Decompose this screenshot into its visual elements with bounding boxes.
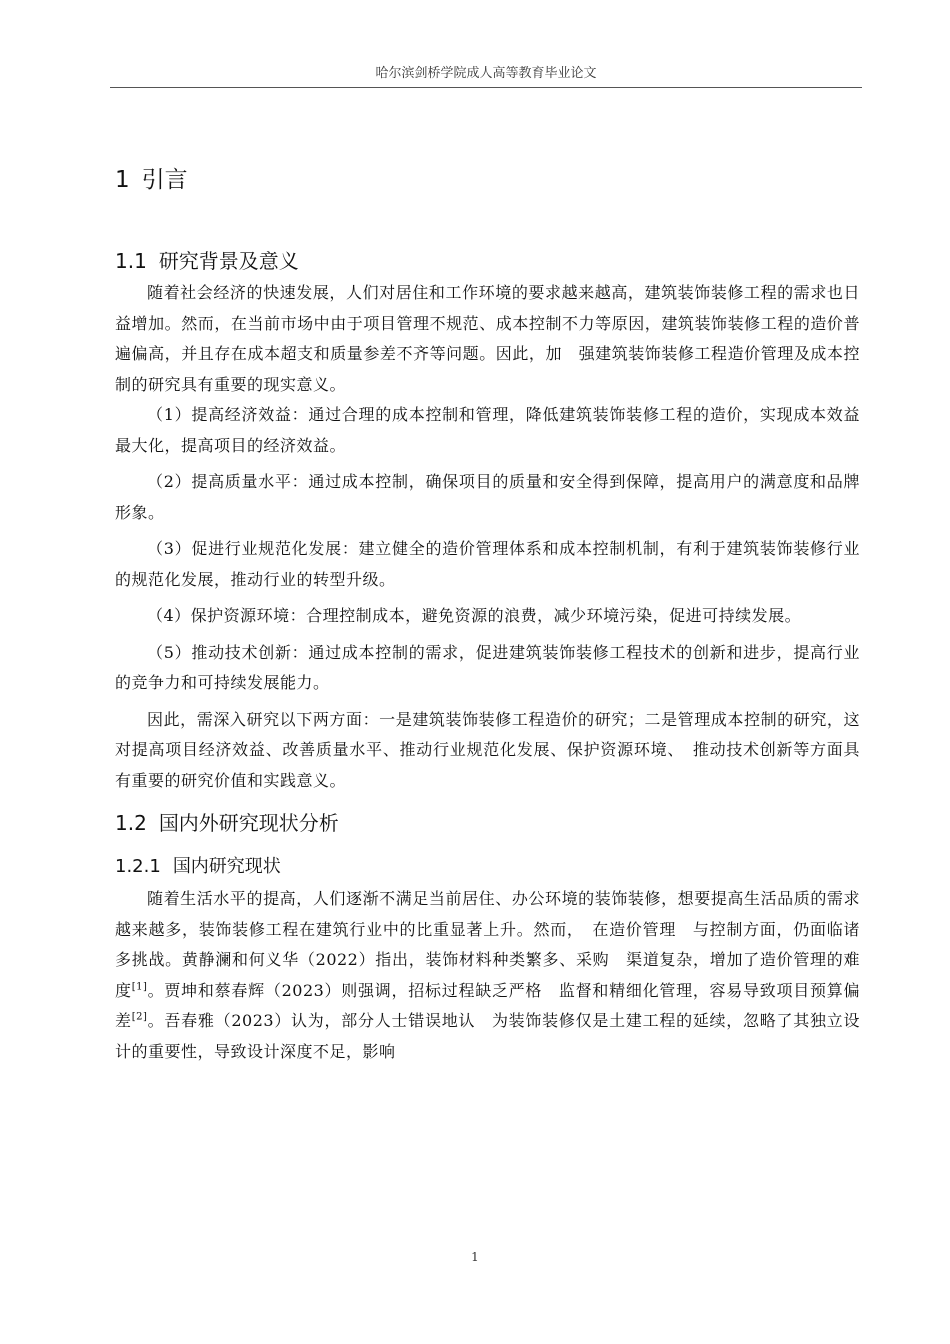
section-title: 国内外研究现状分析 xyxy=(158,811,339,835)
subsection-heading-1-2-1 xyxy=(115,850,860,884)
point-5: （5）推动技术创新：通过成本控制的需求，促进建筑装饰装修工程技术的创新和进步，提高行业的竞争力和可持续发展能力。 xyxy=(115,642,860,692)
chapter-number: 1 xyxy=(115,167,130,193)
document-body xyxy=(115,160,860,1067)
paragraph-conclusion: 因此，需深入研究以下两方面：一是建筑装饰装修工程造价的研究；二是管理成本控制的研究，这对提高项目经济效益、改善质量水平、推动行业规范化发展、保护资源环境、 推动技术创新等方面具有重要的研究价值和实践意义。 xyxy=(115,709,860,790)
chapter-title: 引言 xyxy=(141,167,188,193)
text-segment: 随着生活水平的提高，人们逐渐不满足当前居住、办公环境的装饰装修，想要提高生活品质的需求越来越多，装饰装修工程在建筑行业中的比重显著上升。然而， 在造价管理 与控制方面，仍面临诸多挑战。黄静澜和何义华（2022）指出，装饰材料种类繁多、采购 渠道复杂，增加了造价管理的难度 xyxy=(115,889,860,1000)
running-header: 哈尔滨剑桥学院成人高等教育毕业论文 xyxy=(375,66,597,81)
section-number: 1.1 xyxy=(115,249,147,273)
paragraph-domestic-research xyxy=(115,884,860,1067)
section-heading-1-1 xyxy=(115,244,860,278)
point-4: （4）保护资源环境：合理控制成本，避免资源的浪费，减少环境污染，促进可持续发展。 xyxy=(147,606,802,625)
header-divider xyxy=(110,87,862,88)
section-heading-1-2 xyxy=(115,806,860,840)
point-3: （3）促进行业规范化发展：建立健全的造价管理体系和成本控制机制，有利于建筑装饰装修行业的规范化发展，推动行业的转型升级。 xyxy=(115,539,860,589)
section-title: 研究背景及意义 xyxy=(158,249,299,273)
subsection-title: 国内研究现状 xyxy=(172,856,281,877)
point-1: （1）提高经济效益：通过合理的成本控制和管理，降低建筑装饰装修工程的造价，实现成本效益最大化，提高项目的经济效益。 xyxy=(115,405,860,455)
text-segment: 。吾春雅（2023）认为，部分人士错误地认 为装饰装修仅是土建工程的延续，忽略了其独立设计的重要性，导致设计深度不足，影响 xyxy=(115,1011,860,1061)
point-2: （2）提高质量水平：通过成本控制，确保项目的质量和安全得到保障，提高用户的满意度和品牌形象。 xyxy=(115,472,860,522)
paragraph-intro: 随着社会经济的快速发展，人们对居住和工作环境的要求越来越高，建筑装饰装修工程的需求也日益增加。然而，在当前市场中由于项目管理不规范、成本控制不力等原因，建筑装饰装修工程的造价普遍偏高，并且存在成本超支和质量参差不齐等问题。因此，加 强建筑装饰装修工程造价管理及成本控制的研究具有重要的现实意义。 xyxy=(115,283,860,394)
chapter-heading xyxy=(115,160,860,200)
citation-1: [1] xyxy=(131,981,148,993)
page-number: 1 xyxy=(471,1250,479,1264)
text-segment: 。贾坤和蔡春辉（2023）则强调，招标过程缺乏严格 监督和精细化管理，容易导致项目预算偏差 xyxy=(115,980,860,1030)
subsection-number: 1.2.1 xyxy=(115,856,161,877)
section-number: 1.2 xyxy=(115,811,147,835)
citation-2: [2] xyxy=(131,1011,148,1023)
